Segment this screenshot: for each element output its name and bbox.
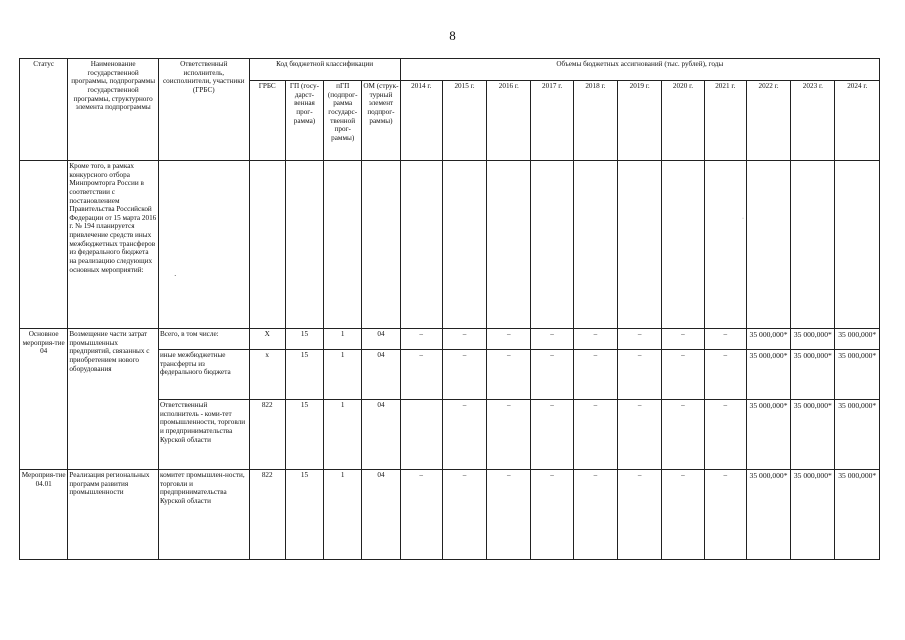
cell-year: 35 000,000* [791, 350, 835, 400]
header-volumes: Объемы бюджетных ассигнований (тыс. рублей), годы [400, 59, 879, 81]
header-year: 2021 г. [704, 81, 746, 161]
cell-year: – [573, 329, 617, 350]
cell-pgp: 1 [324, 400, 362, 470]
cell-year: – [531, 329, 573, 350]
intro-responsible-mark: · [173, 272, 177, 280]
cell-year: – [400, 470, 442, 560]
header-year: 2020 г. [662, 81, 704, 161]
cell-year: – [662, 400, 704, 470]
cell-year: – [400, 329, 442, 350]
scan-mark: · [742, 216, 744, 222]
cell-year: – [662, 350, 704, 400]
cell-year: – [618, 329, 662, 350]
header-name: Наименование государственной программы, подпрограммы государственной программы, структурного элемента подпрограммы [68, 59, 159, 161]
cell-year: – [442, 350, 486, 400]
header-status: Статус [20, 59, 68, 161]
cell-year: – [442, 470, 486, 560]
cell-year: – [442, 329, 486, 350]
cell-year: – [487, 329, 531, 350]
intro-text: Кроме того, в рамках конкурсного отбора Минпромторга России в соответствии с постановлением Правительства Российской Федерации от 15 марта 2016 г. № 194 планируется привлечение средств иных межбюджетных трансферов из федерального бюджета на реализацию следующих основных мероприятий: [68, 161, 159, 329]
cell-grbs: 822 [249, 400, 285, 470]
row-name: Возмещение части затрат промышленных предприятий, связанных с приобретением нового оборудования [68, 329, 159, 470]
header-budget-code: Код бюджетной классификации [249, 59, 400, 81]
header-year: 2019 г. [618, 81, 662, 161]
cell-year: – [704, 400, 746, 470]
header-year: 2016 г. [487, 81, 531, 161]
cell-year: – [531, 400, 573, 470]
cell-year: – [487, 400, 531, 470]
row-status: Мероприя-тие 04.01 [20, 470, 68, 560]
cell-year: 35 000,000* [835, 329, 880, 350]
cell-year: 35 000,000* [746, 350, 790, 400]
table-row [20, 470, 880, 560]
header-year: 2022 г. [746, 81, 790, 161]
cell-year: – [531, 470, 573, 560]
cell-year: 35 000,000* [746, 400, 790, 470]
header-row-1 [20, 59, 880, 81]
cell-year: – [618, 350, 662, 400]
cell-gp: 15 [285, 329, 323, 350]
row-responsible: комитет промышлен-ности, торговли и предпринимательства Курской области [158, 470, 249, 560]
row-responsible: иные межбюджетные трансферты из федерального бюджета [158, 350, 249, 400]
row-responsible: Всего, в том числе: [158, 329, 249, 350]
table-row [20, 329, 880, 350]
header-code-gp: ГП (госу-дарст-венная прог-рамма) [285, 81, 323, 161]
cell-year: – [704, 350, 746, 400]
intro-row [20, 161, 880, 329]
cell-gp: 15 [285, 400, 323, 470]
cell-om: 04 [362, 329, 400, 350]
cell-year: 35 000,000* [835, 470, 880, 560]
cell-grbs: 822 [249, 470, 285, 560]
cell-year: 35 000,000* [791, 400, 835, 470]
header-code-grbs: ГРБС [249, 81, 285, 161]
header-year: 2023 г. [791, 81, 835, 161]
cell-year: 35 000,000* [746, 329, 790, 350]
cell-grbs: x [249, 350, 285, 400]
cell-year: – [704, 470, 746, 560]
cell-year: – [442, 400, 486, 470]
header-year: 2024 г. [835, 81, 880, 161]
cell-gp: 15 [285, 350, 323, 400]
cell-year: – [573, 470, 617, 560]
cell-year: – [573, 400, 617, 470]
cell-year: – [662, 329, 704, 350]
cell-year: – [573, 350, 617, 400]
page-number: 8 [449, 28, 456, 43]
cell-om: 04 [362, 470, 400, 560]
cell-pgp: 1 [324, 329, 362, 350]
header-code-om: ОМ (струк-турный элемент подпрог-раммы) [362, 81, 400, 161]
cell-year: – [487, 350, 531, 400]
header-code-pgp: пГП (подпрог-рамма государс-твенной прог-раммы) [324, 81, 362, 161]
cell-year: – [531, 350, 573, 400]
cell-year: 35 000,000* [835, 400, 880, 470]
cell-pgp: 1 [324, 470, 362, 560]
intro-responsible-cell [158, 161, 249, 329]
header-year: 2018 г. [573, 81, 617, 161]
cell-year: – [400, 350, 442, 400]
cell-year: – [662, 470, 704, 560]
row-name: Реализация региональных программ развития промышленности [68, 470, 159, 560]
cell-pgp: 1 [324, 350, 362, 400]
header-year: 2017 г. [531, 81, 573, 161]
cell-grbs: X [249, 329, 285, 350]
cell-om: 04 [362, 400, 400, 470]
cell-year: – [487, 470, 531, 560]
header-year: 2015 г. [442, 81, 486, 161]
budget-table [19, 58, 880, 560]
header-year: 2014 г. [400, 81, 442, 161]
cell-year: 35 000,000* [746, 470, 790, 560]
cell-om: 04 [362, 350, 400, 400]
cell-year: 35 000,000* [791, 329, 835, 350]
cell-gp: 15 [285, 470, 323, 560]
cell-year: 35 000,000* [835, 350, 880, 400]
header-responsible: Ответственный исполнитель, соисполнители, участники (ГРБС) [158, 59, 249, 161]
intro-status-cell [20, 161, 68, 329]
row-status: Основное мероприя-тие 04 [20, 329, 68, 470]
cell-year: 35 000,000* [791, 470, 835, 560]
row-responsible: Ответственный исполнитель - коми-тет промышленности, торговли и предпринимательства Курской области [158, 400, 249, 470]
cell-year: – [618, 470, 662, 560]
cell-year: – [704, 329, 746, 350]
cell-year: – [618, 400, 662, 470]
cell-year [400, 400, 442, 470]
